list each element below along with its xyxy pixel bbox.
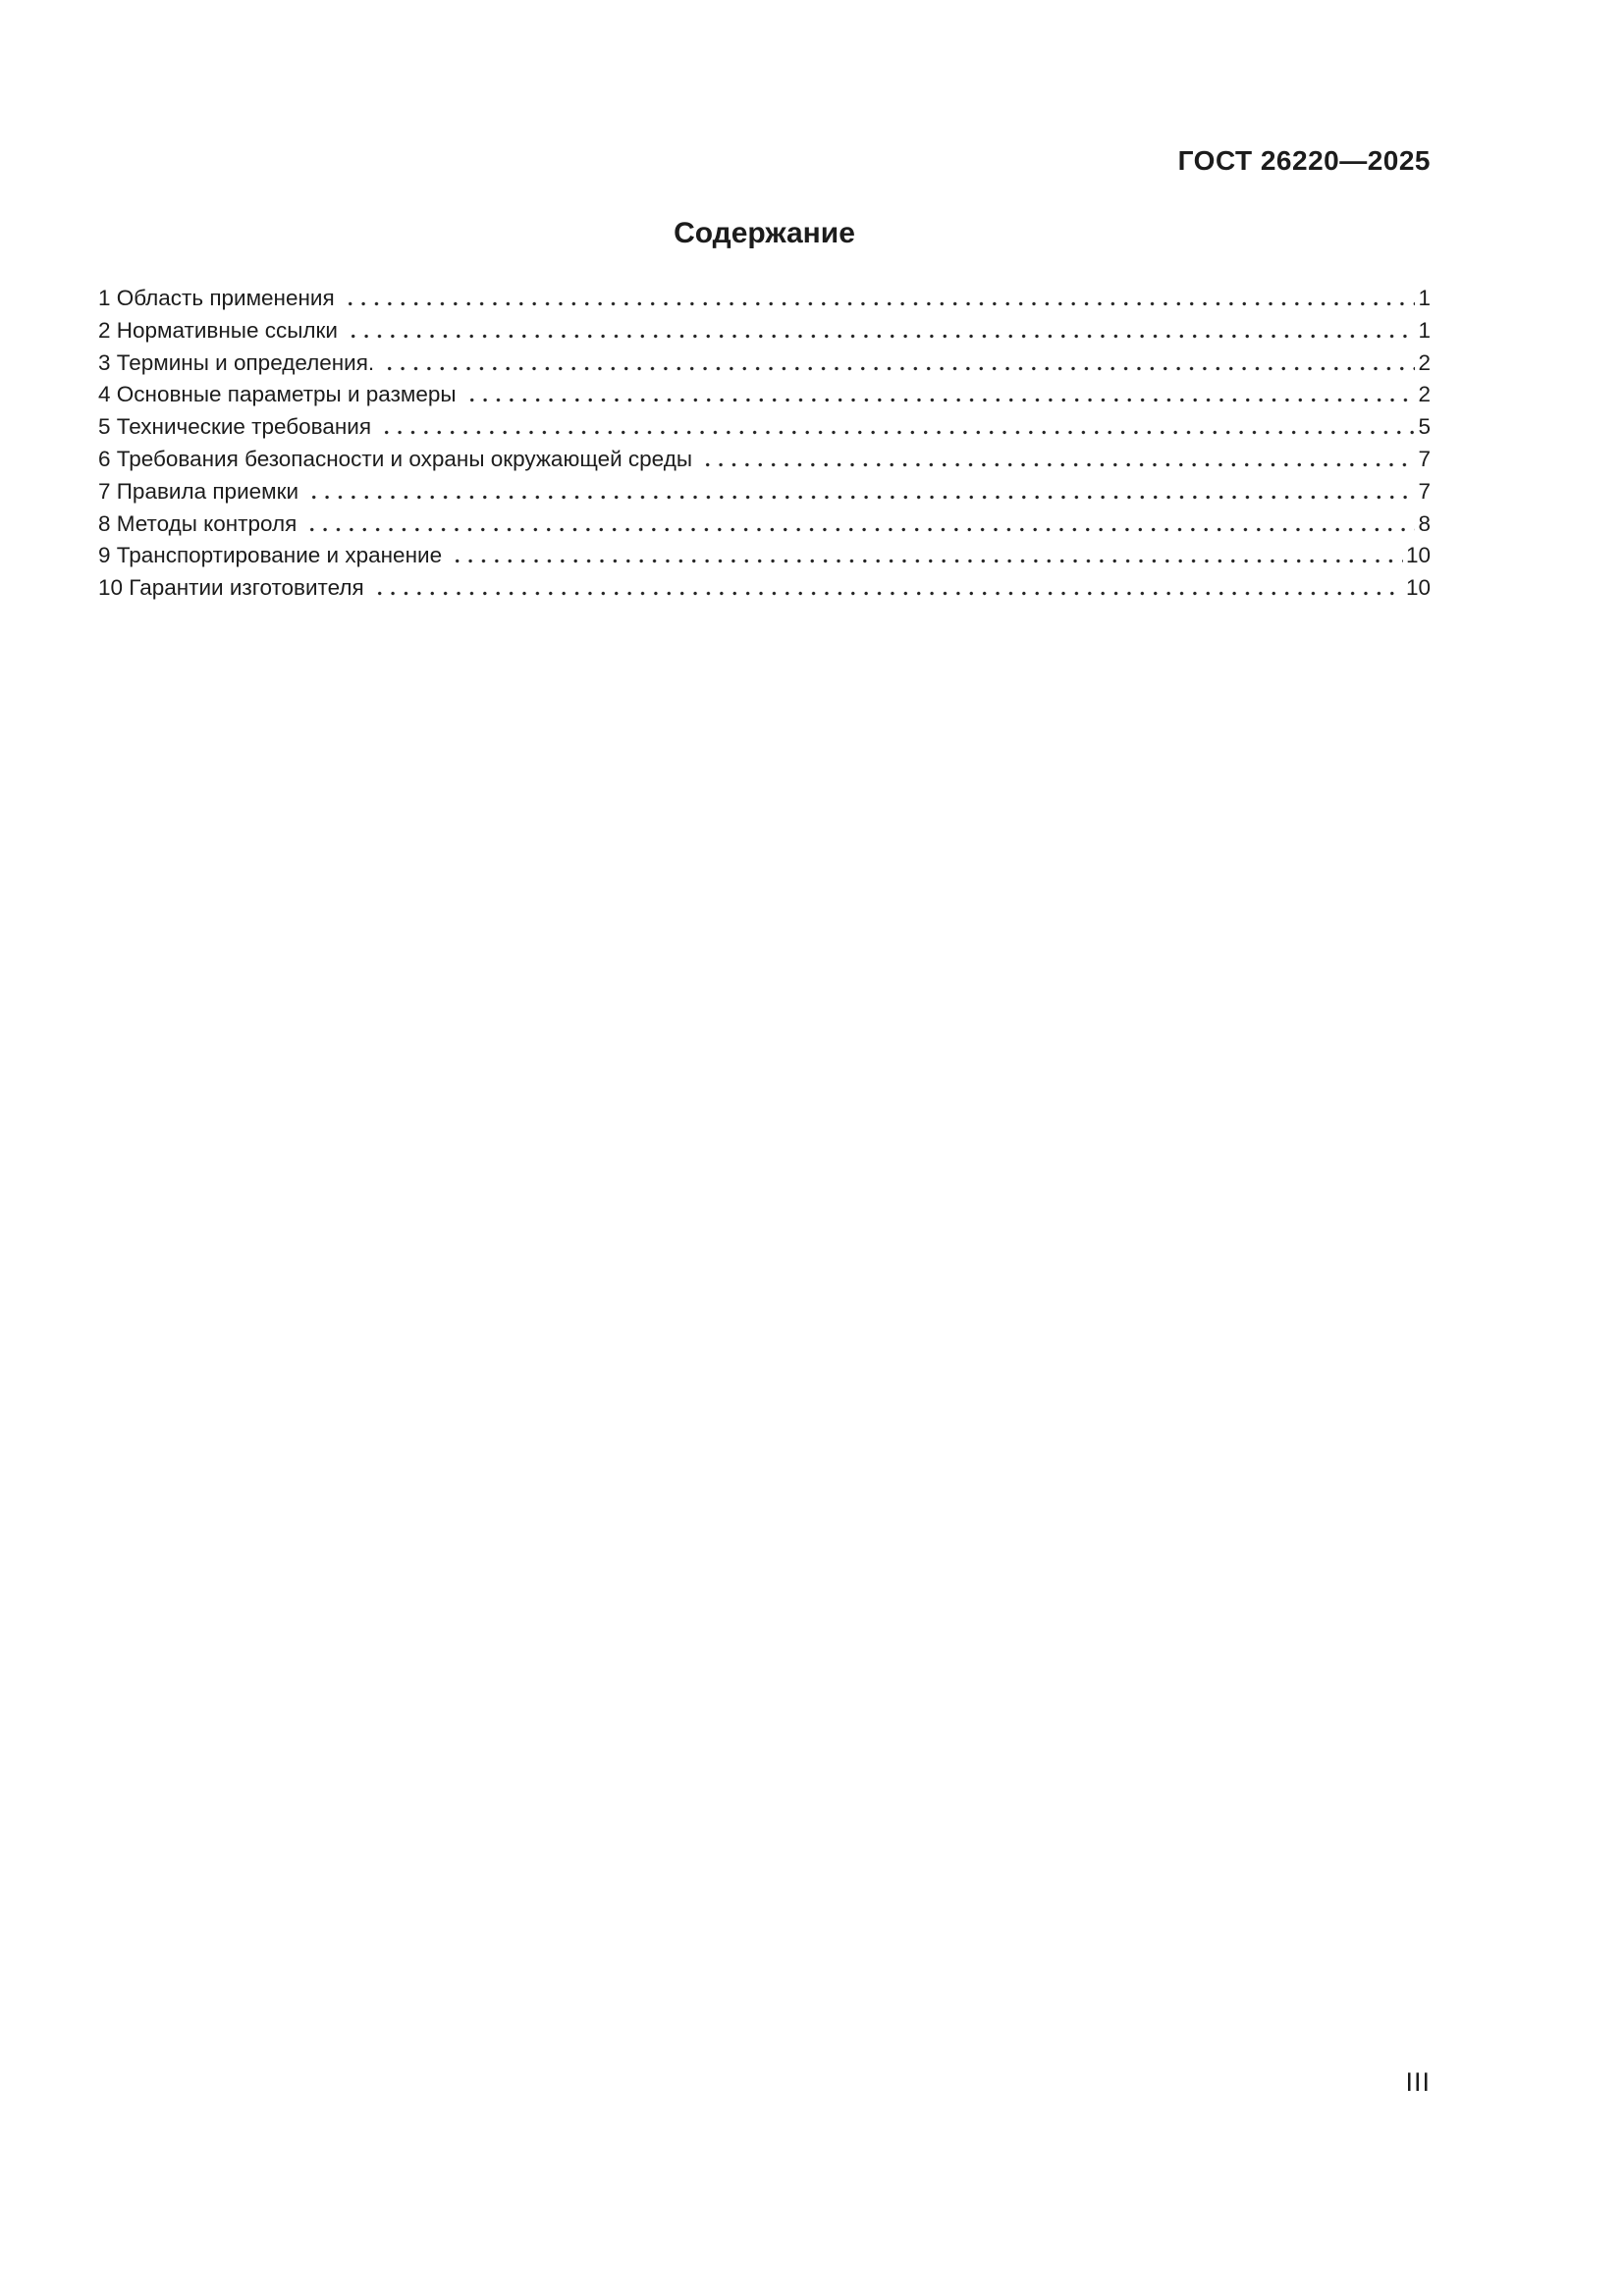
toc-entry-page: 8 <box>1418 510 1431 536</box>
toc-entry-page: 7 <box>1418 446 1431 471</box>
toc-entry-page: 10 <box>1405 543 1431 568</box>
toc-entry-label: 1 Область применения <box>98 286 335 310</box>
dot-leader <box>449 540 1403 572</box>
dot-leader <box>371 572 1403 605</box>
toc-entry <box>98 444 1431 476</box>
toc-entry-page: 5 <box>1418 414 1431 440</box>
toc-entry-page: 7 <box>1418 478 1431 504</box>
page-title: Содержание <box>674 217 855 249</box>
toc-entry-page: 1 <box>1418 286 1431 310</box>
doc-number: ГОСТ 26220—2025 <box>1177 145 1431 176</box>
toc-entry <box>98 379 1431 411</box>
dot-leader <box>463 379 1416 411</box>
dot-leader <box>378 411 1415 444</box>
toc-entry-page: 1 <box>1418 317 1431 343</box>
toc-entry-page: 2 <box>1418 349 1431 375</box>
toc-entry-page: 10 <box>1405 575 1431 601</box>
toc-entry <box>98 283 1431 315</box>
page-number: III <box>1405 2067 1431 2097</box>
toc-entry-label: 3 Термины и определения. <box>98 349 375 375</box>
toc-entry <box>98 540 1431 572</box>
toc-entry-label: 6 Требования безопасности и охраны окружающей среды <box>98 446 692 471</box>
dot-leader <box>345 315 1416 347</box>
table-of-contents <box>98 283 1431 605</box>
toc-entry-label: 2 Нормативные ссылки <box>98 317 338 343</box>
dot-leader <box>342 283 1416 315</box>
toc-entry <box>98 347 1431 380</box>
toc-entry-label: 5 Технические требования <box>98 414 372 440</box>
toc-entry-label: 4 Основные параметры и размеры <box>98 382 457 407</box>
toc-entry-label: 10 Гарантии изготовителя <box>98 575 364 601</box>
toc-entry <box>98 476 1431 508</box>
toc-entry <box>98 315 1431 347</box>
toc-entry-label: 9 Транспортирование и хранение <box>98 543 443 568</box>
toc-entry <box>98 411 1431 444</box>
toc-entry <box>98 572 1431 605</box>
dot-leader <box>305 476 1415 508</box>
dot-leader <box>381 347 1415 380</box>
toc-entry-label: 8 Методы контроля <box>98 510 298 536</box>
dot-leader <box>303 508 1415 541</box>
toc-entry <box>98 508 1431 541</box>
dot-leader <box>699 444 1415 476</box>
toc-entry-page: 2 <box>1418 382 1431 407</box>
toc-entry-label: 7 Правила приемки <box>98 478 299 504</box>
